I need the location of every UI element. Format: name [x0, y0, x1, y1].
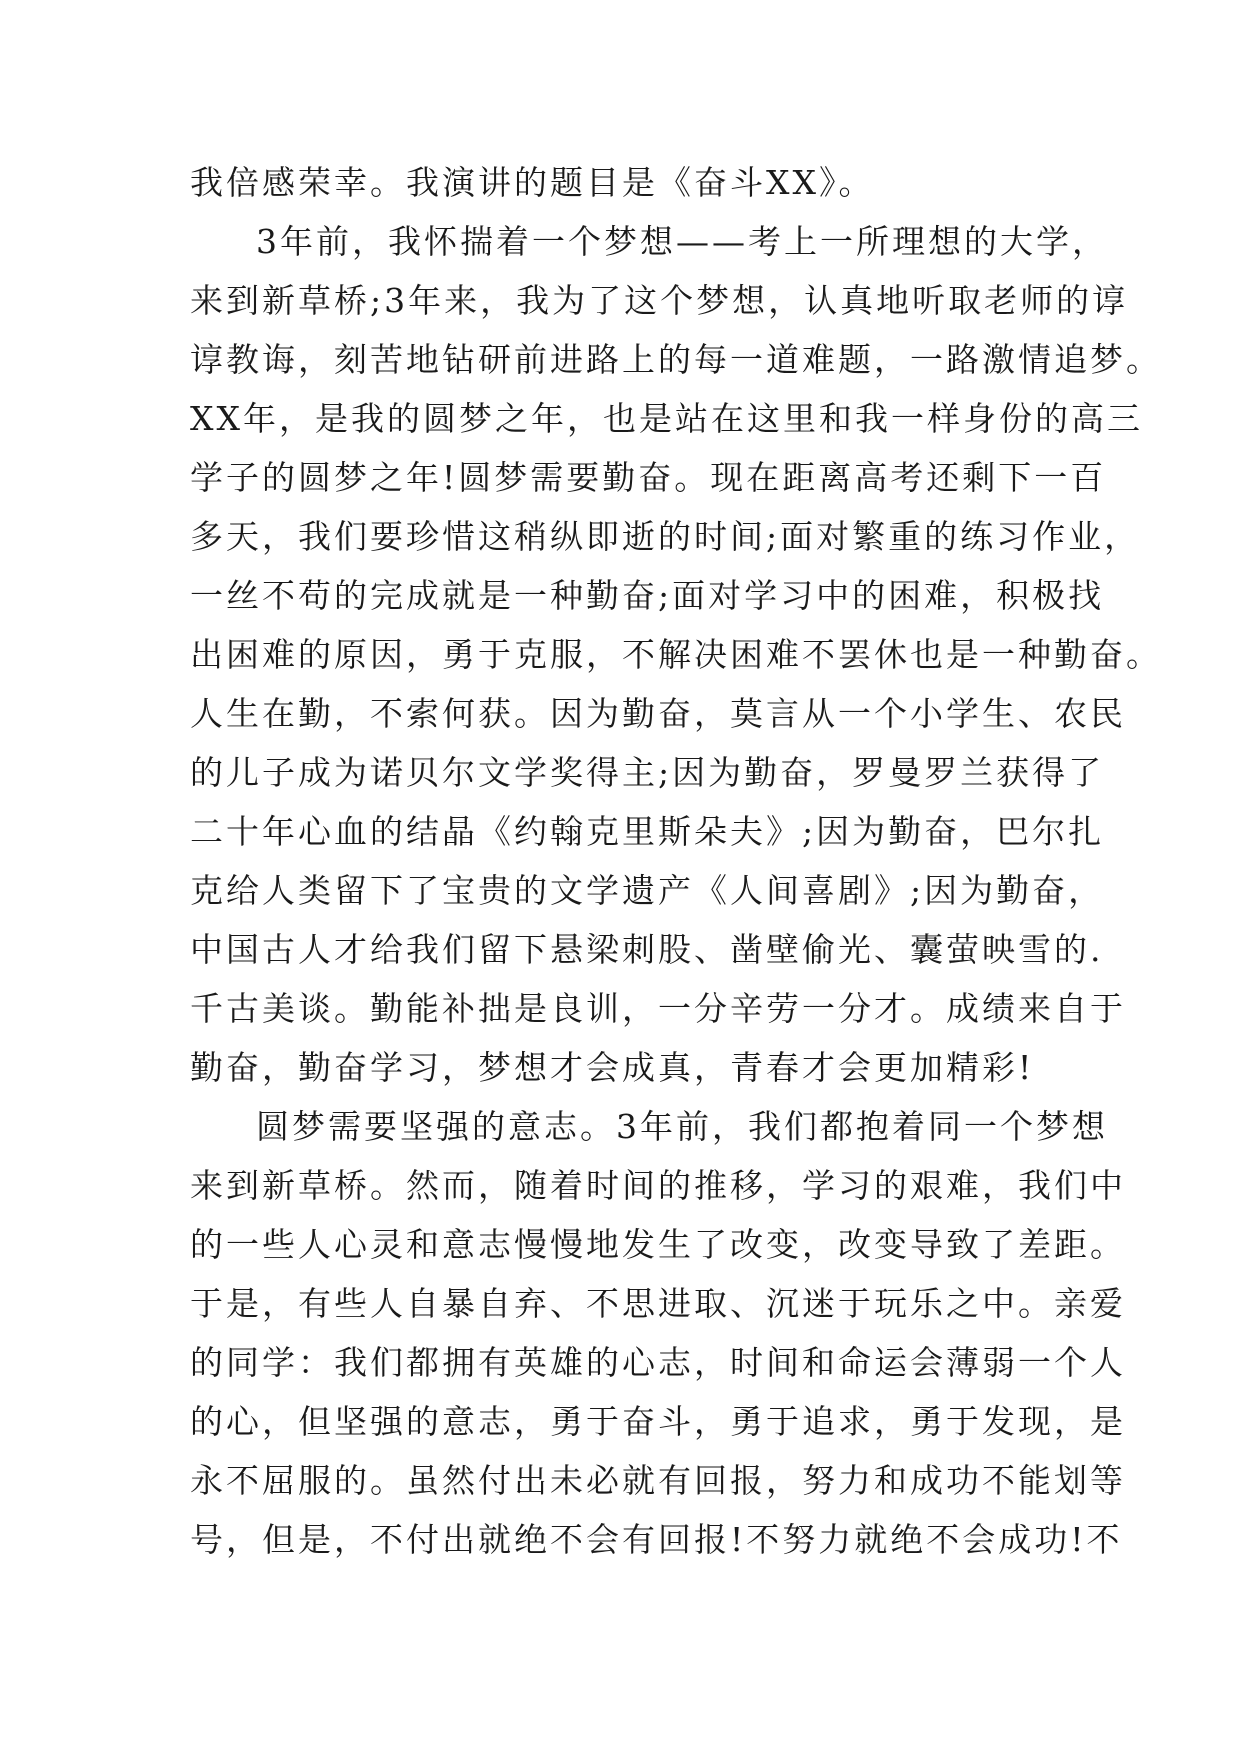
text-line-24: 号，但是，不付出就绝不会有回报!不努力就绝不会成功!不 [190, 1520, 1123, 1559]
text-line-5: XX年，是我的圆梦之年，也是站在这里和我一样身份的高三 [190, 399, 1143, 438]
text-line-11: 的儿子成为诺贝尔文学奖得主;因为勤奋，罗曼罗兰获得了 [190, 753, 1105, 792]
text-line-8: 一丝不苟的完成就是一种勤奋;面对学习中的困难，积极找 [190, 576, 1105, 615]
text-line-2: 3年前，我怀揣着一个梦想——考上一所理想的大学， [256, 222, 1108, 261]
text-line-18: 来到新草桥。然而，随着时间的推移，学习的艰难，我们中 [190, 1166, 1126, 1205]
text-line-4: 谆教诲，刻苦地钻研前进路上的每一道难题，一路激情追梦。 [190, 340, 1162, 379]
text-line-1: 我倍感荣幸。我演讲的题目是《奋斗XX》。 [190, 163, 875, 202]
text-line-9: 出困难的原因，勇于克服，不解决困难不罢休也是一种勤奋。 [190, 635, 1162, 674]
text-line-13: 克给人类留下了宝贵的文学遗产《人间喜剧》;因为勤奋， [190, 871, 1105, 910]
text-line-15: 千古美谈。勤能补拙是良训，一分辛劳一分才。成绩来自于 [190, 989, 1126, 1028]
speech-text-body [190, 153, 1162, 1569]
text-line-20: 于是，有些人自暴自弃、不思进取、沉迷于玩乐之中。亲爱 [190, 1284, 1126, 1323]
text-line-19: 的一些人心灵和意志慢慢地发生了改变，改变导致了差距。 [190, 1225, 1126, 1264]
text-line-16: 勤奋，勤奋学习，梦想才会成真，青春才会更加精彩! [190, 1048, 1035, 1087]
text-line-23: 永不屈服的。虽然付出未必就有回报，努力和成功不能划等 [190, 1461, 1126, 1500]
text-line-10: 人生在勤，不索何获。因为勤奋，莫言从一个小学生、农民 [190, 694, 1126, 733]
text-line-12: 二十年心血的结晶《约翰克里斯朵夫》;因为勤奋，巴尔扎 [190, 812, 1105, 851]
text-line-22: 的心，但坚强的意志，勇于奋斗，勇于追求，勇于发现，是 [190, 1402, 1126, 1441]
text-line-7: 多天，我们要珍惜这稍纵即逝的时间;面对繁重的练习作业， [190, 517, 1141, 556]
text-line-17: 圆梦需要坚强的意志。3年前，我们都抱着同一个梦想 [256, 1107, 1108, 1146]
text-line-3: 来到新草桥;3年来，我为了这个梦想，认真地听取老师的谆 [190, 281, 1129, 320]
text-line-6: 学子的圆梦之年!圆梦需要勤奋。现在距离高考还剩下一百 [190, 458, 1107, 497]
text-line-21: 的同学：我们都拥有英雄的心志，时间和命运会薄弱一个人 [190, 1343, 1126, 1382]
text-line-14: 中国古人才给我们留下悬梁刺股、凿壁偷光、囊萤映雪的. [190, 930, 1104, 969]
